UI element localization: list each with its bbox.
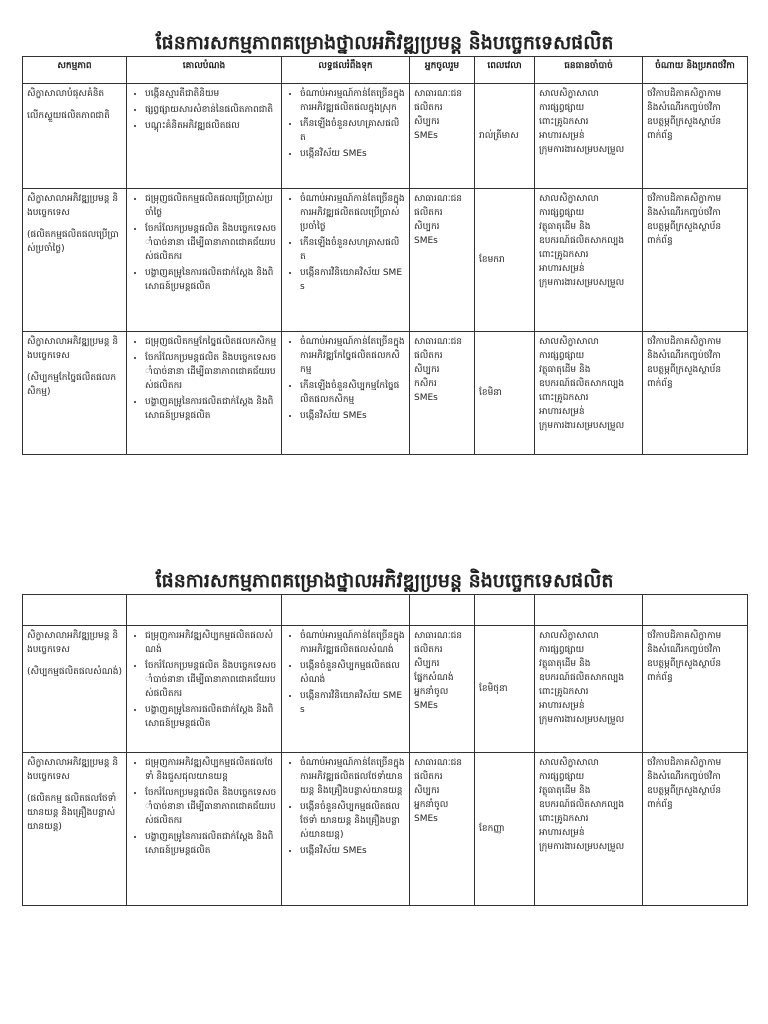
cost-line: ឧបត្ថម្ភពីក្រសួងស្ថាប័ន xyxy=(647,659,722,669)
resource-line: អាហារសម្រន់ xyxy=(539,264,585,274)
empty-header-cell xyxy=(23,595,127,626)
cost-cell xyxy=(643,626,748,753)
result-item: • កើនឡើងចំនួនសិប្បកម្មកែច្នៃផលិតផលកសិកម្ម xyxy=(300,379,405,407)
header-participants: អ្នកចូលរួម xyxy=(410,57,475,84)
resource-line: ឧបករណ៍ផលិតសាកល្បង xyxy=(539,379,625,389)
table-row xyxy=(23,753,748,906)
activity-cell xyxy=(23,332,127,455)
time-cell: រាល់ត្រីមាស xyxy=(475,84,535,189)
result-item: • ចំណាប់អារម្មណ៍កាន់តែច្រើនក្នុងការអភិវឌ្ឍផលិតផលសំណង់ xyxy=(300,629,405,657)
resource-line: ពោះគ្រូឯកសារ xyxy=(539,117,589,127)
objective-item: • បង្ហាញគម្រូនៃការផលិតជាក់ស្តែង និងពិសោធន៍ប្រមន្តផលិត xyxy=(145,830,277,858)
resource-line: សាលសិក្ខាសាលា xyxy=(539,89,599,99)
objectives-cell xyxy=(127,626,282,753)
participant: សាធារណៈជន xyxy=(414,89,463,99)
activity-note: (ផលិតកម្មផលិតផលប្រើប្រាស់ប្រចាំថ្ងៃ) xyxy=(27,230,119,254)
cost-line: និងសំណើរកញ្ចប់ថវិកា xyxy=(647,208,721,218)
time-cell: ខែមិថុនា xyxy=(475,626,535,753)
objective-item: • ជម្រុញការអភិវឌ្ឍសិប្បកម្មផលិតផលសំណង់ xyxy=(145,629,277,657)
resource-line: អាហារសម្រន់ xyxy=(539,131,585,141)
objective-item: • បង្ហាញគម្រូនៃការផលិតជាក់ស្តែង និងពិសោធន៍ប្រមន្តផលិត xyxy=(145,703,277,731)
table-row xyxy=(23,189,748,332)
resources-cell xyxy=(535,189,643,332)
result-item: • ចំណាប់អារម្មណ៍កាន់តែច្រើនក្នុងការអភិវឌ្ឍផលិតផលក្នុងស្រុក xyxy=(300,87,405,115)
participant: សាធារណៈជន xyxy=(414,194,463,204)
resources-cell xyxy=(535,332,643,455)
resource-line: ក្រុមការងារសម្របសម្រួល xyxy=(539,421,625,431)
resource-line: ការផ្សព្វផ្សាយ xyxy=(539,351,585,361)
participants-cell xyxy=(410,626,475,753)
activity-name: សិក្ខាសាលាបំផុសគំនិត xyxy=(27,89,105,99)
result-item: • ចំណាប់អារម្មណ៍កាន់តែច្រើនក្នុងការអភិវឌ្ឍផលិតផលថែទាំយានយន្ត និងគ្រឿងបន្លាស់យានយន្ត xyxy=(300,756,405,798)
activity-cell xyxy=(23,84,127,189)
cost-cell xyxy=(643,753,748,906)
cost-line: ឧបត្ថម្ភពីក្រសួងស្ថាប័ន xyxy=(647,222,722,232)
results-cell xyxy=(282,626,410,753)
time-cell: ខែមិនា xyxy=(475,332,535,455)
objective-item: • ជម្រុញផលិតកម្មផលិតផលប្រើប្រាស់ប្រចាំថ្ងៃ xyxy=(145,192,277,220)
participant: អ្នកនាំចូល xyxy=(414,800,449,810)
participant: សាធារណៈជន xyxy=(414,758,463,768)
result-item: • កើនឡើងចំនួនសហគ្រាសផលិត xyxy=(300,236,405,264)
results-cell xyxy=(282,753,410,906)
objective-item: • ផ្សព្វផ្សាយសារសំខាន់នៃផលិតភាពជាតិ xyxy=(145,103,277,117)
resource-line: ការផ្សព្វផ្សាយ xyxy=(539,103,585,113)
resources-cell xyxy=(535,626,643,753)
resource-line: សាលសិក្ខាសាលា xyxy=(539,337,599,347)
resource-line: វត្ថុធាតុដើម និង xyxy=(539,365,591,375)
result-item: • បង្កើនវិស័យ SMEs xyxy=(300,147,405,161)
participant: SMEs xyxy=(414,131,438,141)
objective-item: • បង្ហាញគម្រូនៃការផលិតជាក់ស្តែង និងពិសោធន៍ប្រមន្តផលិត xyxy=(145,266,277,294)
table-row xyxy=(23,332,748,455)
participants-cell xyxy=(410,332,475,455)
header-expected-result: លទ្ធផលរំពឹងទុក xyxy=(282,57,410,84)
objective-item: • ចែករំលែកប្រមន្តផលិត និងបច្ចេកទេសចាំបាច់នានា ដើម្បីធានាភាពជោគជ័យរបស់ផលិតករ xyxy=(145,351,277,393)
cost-line: ថវិកាបដិភាគសិក្ខាកាម xyxy=(647,337,722,347)
table-row xyxy=(23,626,748,753)
objectives-cell xyxy=(127,189,282,332)
table-header-row xyxy=(23,57,748,84)
participant: សិប្បករ xyxy=(414,117,440,127)
participant: SMEs xyxy=(414,701,438,711)
objective-item: • បណ្តុះគំនិតអភិវឌ្ឍផលិតផល xyxy=(145,119,277,133)
cost-line: ឧបត្ថម្ភពីក្រសួងស្ថាប័ន xyxy=(647,365,722,375)
participant: ផលិតករ xyxy=(414,103,443,113)
cost-line: ថវិកាបដិភាគសិក្ខាកាម xyxy=(647,194,722,204)
resource-line: ពោះគ្រូឯកសារ xyxy=(539,250,589,260)
result-item: • ចំណាប់អារម្មណ៍កាន់តែច្រើនក្នុងការអភិវឌ្ឍផលិតផលប្រើប្រាស់ប្រចាំថ្ងៃ xyxy=(300,192,405,234)
header-time: ពេលវេលា xyxy=(475,57,535,84)
activity-cell xyxy=(23,626,127,753)
resources-cell xyxy=(535,84,643,189)
activity-cell xyxy=(23,189,127,332)
resource-line: ក្រុមការងារសម្របសម្រួល xyxy=(539,715,625,725)
participants-cell xyxy=(410,189,475,332)
activity-name: សិក្ខាសាលាអភិវឌ្ឍប្រមន្ត និងបច្ចេកទេស xyxy=(27,337,119,361)
resource-line: ការផ្សព្វផ្សាយ xyxy=(539,772,585,782)
result-item: • បង្កើនការវិនិយោគវិស័យ SMEs xyxy=(300,689,405,717)
cost-line: និងសំណើរកញ្ចប់ថវិកា xyxy=(647,103,721,113)
action-plan-table xyxy=(22,56,748,455)
resource-line: វត្ថុធាតុដើម និង xyxy=(539,222,591,232)
cost-line: ពាក់ព័ន្ធ xyxy=(647,379,673,389)
participant: សិប្បករ xyxy=(414,365,440,375)
resource-line: វត្ថុធាតុដើម និង xyxy=(539,659,591,669)
resource-line: សាលសិក្ខាសាលា xyxy=(539,194,599,204)
objectives-cell xyxy=(127,753,282,906)
header-cost: ចំណាយ និងប្រភពថវិកា xyxy=(643,57,748,84)
result-item: • ចំណាប់អារម្មណ៍កាន់តែច្រើនក្នុងការអភិវឌ្ឍកែច្នៃផលិតផលកសិកម្ម xyxy=(300,335,405,377)
objective-item: • ជម្រុញការអភិវឌ្ឍសិប្បកម្មផលិតផលថែទាំ និងជួសជុលយានយន្ត xyxy=(145,756,277,784)
resources-cell xyxy=(535,753,643,906)
document-title: ផែនការសកម្មភាពគម្រោងថ្នាលអភិវឌ្ឍប្រមន្ត និងបច្ចេកទេសផលិត xyxy=(155,32,614,54)
resource-line: ក្រុមការងារសម្របសម្រួល xyxy=(539,278,625,288)
empty-header-cell xyxy=(475,595,535,626)
participant: សិប្បករ xyxy=(414,222,440,232)
resource-line: ក្រុមការងារសម្របសម្រួល xyxy=(539,145,625,155)
cost-cell xyxy=(643,84,748,189)
empty-header-cell xyxy=(643,595,748,626)
participant: ផលិតករ xyxy=(414,645,443,655)
activity-note: លើកស្ទួយផលិតភាពជាតិ xyxy=(27,111,110,121)
activity-note: (សិប្បកម្មកែច្នៃផលិតផលកសិកម្ម) xyxy=(27,373,117,397)
objective-item: • ចែករំលែកប្រមន្តផលិត និងបច្ចេកទេសចាំបាច់នានា ដើម្បីធានាភាពជោគជ័យរបស់ផលិតករ xyxy=(145,222,277,264)
participant: កសិករ xyxy=(414,379,437,389)
participants-cell xyxy=(410,753,475,906)
empty-header-cell xyxy=(410,595,475,626)
participant: SMEs xyxy=(414,236,438,246)
table-header-row-empty xyxy=(23,595,748,626)
participant: អ្នកនាំចូល xyxy=(414,687,449,697)
resource-line: ការផ្សព្វផ្សាយ xyxy=(539,645,585,655)
activity-cell xyxy=(23,753,127,906)
objective-item: • បង្ហាញគម្រូនៃការផលិតជាក់ស្តែង និងពិសោធន៍ប្រមន្តផលិត xyxy=(145,395,277,423)
objective-item: • ចែករំលែកប្រមន្តផលិត និងបច្ចេកទេសចាំបាច់នានា ដើម្បីធានាភាពជោគជ័យរបស់ផលិតករ xyxy=(145,659,277,701)
participant: សិប្បករ xyxy=(414,659,440,669)
result-item: • បង្កើនចំនួនសិប្បកម្មផលិតផលសំណង់ xyxy=(300,659,405,687)
cost-line: ពាក់ព័ន្ធ xyxy=(647,800,673,810)
results-cell xyxy=(282,332,410,455)
cost-line: ឧបត្ថម្ភពីក្រសួងស្ថាប័ន xyxy=(647,117,722,127)
resource-line: ពោះគ្រូឯកសារ xyxy=(539,687,589,697)
participant: SMEs xyxy=(414,393,438,403)
document-title: ផែនការសកម្មភាពគម្រោងថ្នាលអភិវឌ្ឍប្រមន្ត និងបច្ចេកទេសផលិត xyxy=(155,570,614,592)
cost-line: និងសំណើរកញ្ចប់ថវិកា xyxy=(647,645,721,655)
empty-header-cell xyxy=(282,595,410,626)
cost-line: ពាក់ព័ន្ធ xyxy=(647,673,673,683)
participant: ផលិតករ xyxy=(414,208,443,218)
participant: ផ្នែកសំណង់ xyxy=(414,673,454,683)
activity-name: សិក្ខាសាលាអភិវឌ្ឍប្រមន្ត និងបច្ចេកទេស xyxy=(27,758,119,782)
time-cell: ខែកញ្ញា xyxy=(475,753,535,906)
cost-line: និងសំណើរកញ្ចប់ថវិកា xyxy=(647,351,721,361)
participants-cell xyxy=(410,84,475,189)
cost-line: ថវិកាបដិភាគសិក្ខាកាម xyxy=(647,631,722,641)
header-activity: សកម្មភាព xyxy=(23,57,127,84)
participant: ផលិតករ xyxy=(414,772,443,782)
empty-header-cell xyxy=(127,595,282,626)
header-resources: ធនធានចាំបាច់ xyxy=(535,57,643,84)
results-cell xyxy=(282,189,410,332)
resource-line: ឧបករណ៍ផលិតសាកល្បង xyxy=(539,800,625,810)
objectives-cell xyxy=(127,332,282,455)
resource-line: ឧបករណ៍ផលិតសាកល្បង xyxy=(539,673,625,683)
action-plan-table-continued xyxy=(22,594,748,906)
objective-item: • ជម្រុញផលិតកម្មកែច្នៃផលិតផលកសិកម្ម xyxy=(145,335,277,349)
participant: SMEs xyxy=(414,814,438,824)
resource-line: សាលសិក្ខាសាលា xyxy=(539,631,599,641)
resource-line: ការផ្សព្វផ្សាយ xyxy=(539,208,585,218)
resource-line: ឧបករណ៍ផលិតសាកល្បង xyxy=(539,236,625,246)
empty-header-cell xyxy=(535,595,643,626)
activity-name: សិក្ខាសាលាអភិវឌ្ឍប្រមន្ត និងបច្ចេកទេស xyxy=(27,194,119,218)
resource-line: អាហារសម្រន់ xyxy=(539,828,585,838)
result-item: • បង្កើនចំនួនសិប្បកម្មផលិតផលថែទាំ យានយន្ត និងគ្រឿងបន្លាស់យានយន្ត) xyxy=(300,800,405,842)
result-item: • បង្កើនវិស័យ SMEs xyxy=(300,409,405,423)
table-row xyxy=(23,84,748,189)
cost-line: ថវិកាបដិភាគសិក្ខាកាម xyxy=(647,758,722,768)
resource-line: ពោះគ្រូឯកសារ xyxy=(539,814,589,824)
result-item: • បង្កើនវិស័យ SMEs xyxy=(300,844,405,858)
resource-line: ក្រុមការងារសម្របសម្រួល xyxy=(539,842,625,852)
resource-line: អាហារសម្រន់ xyxy=(539,701,585,711)
cost-line: ពាក់ព័ន្ធ xyxy=(647,131,673,141)
participant: សាធារណៈជន xyxy=(414,631,463,641)
participant: ផលិតករ xyxy=(414,351,443,361)
result-item: • បង្កើនការវិនិយោគវិស័យ SMEs xyxy=(300,266,405,294)
header-objective: គោលបំណង xyxy=(127,57,282,84)
results-cell xyxy=(282,84,410,189)
participant: សាធារណៈជន xyxy=(414,337,463,347)
activity-note: (ផលិតកម្ម ផលិតផលថែទាំ យានយន្ត និងគ្រឿងបន្លាស់យានយន្ត) xyxy=(27,794,117,832)
result-item: • កើនឡើងចំនួនសហគ្រាសផលិត xyxy=(300,117,405,145)
cost-cell xyxy=(643,189,748,332)
cost-cell xyxy=(643,332,748,455)
objective-item: • បង្កើនស្មារតីជាតិនិយម xyxy=(145,87,277,101)
resource-line: ពោះគ្រូឯកសារ xyxy=(539,393,589,403)
resource-line: សាលសិក្ខាសាលា xyxy=(539,758,599,768)
cost-line: ពាក់ព័ន្ធ xyxy=(647,236,673,246)
time-cell: ខែមករា xyxy=(475,189,535,332)
activity-note: (សិប្បកម្មផលិតផលសំណង់) xyxy=(27,667,122,677)
cost-line: ថវិកាបដិភាគសិក្ខាកាម xyxy=(647,89,722,99)
page-section-1 xyxy=(22,30,747,455)
resource-line: អាហារសម្រន់ xyxy=(539,407,585,417)
objective-item: • ចែករំលែកប្រមន្តផលិត និងបច្ចេកទេសចាំបាច់នានា ដើម្បីធានាភាពជោគជ័យរបស់ផលិតករ xyxy=(145,786,277,828)
cost-line: ឧបត្ថម្ភពីក្រសួងស្ថាប័ន xyxy=(647,786,722,796)
participant: សិប្បករ xyxy=(414,786,440,796)
objectives-cell xyxy=(127,84,282,189)
resource-line: វត្ថុធាតុដើម និង xyxy=(539,786,591,796)
cost-line: និងសំណើរកញ្ចប់ថវិកា xyxy=(647,772,721,782)
activity-name: សិក្ខាសាលាអភិវឌ្ឍប្រមន្ត និងបច្ចេកទេស xyxy=(27,631,119,655)
page-section-2 xyxy=(22,568,747,906)
